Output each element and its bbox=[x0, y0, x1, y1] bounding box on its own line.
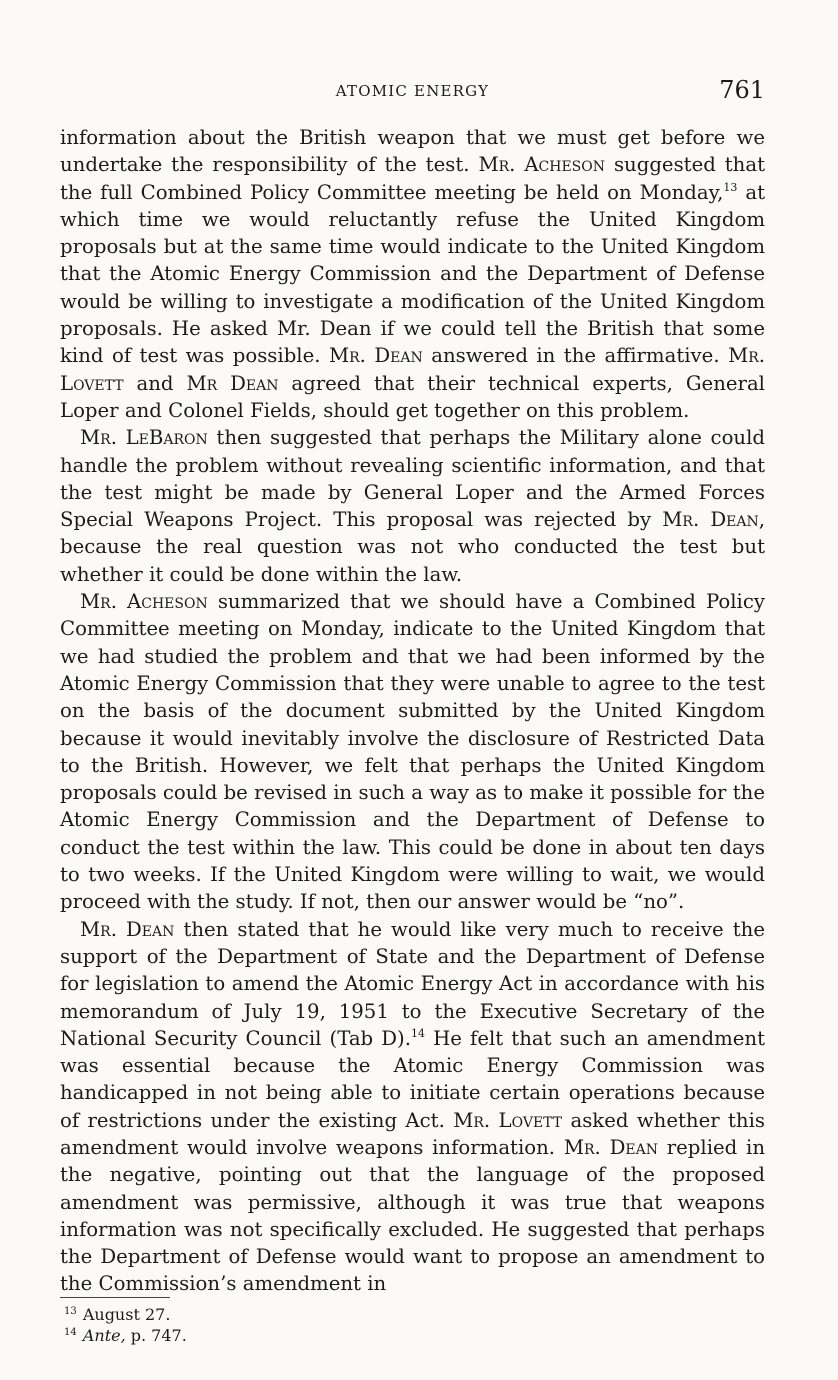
speaker-name: Mr. Dean, bbox=[662, 508, 765, 532]
running-head: ATOMIC ENERGY bbox=[335, 82, 490, 100]
speaker-name: Mr. Lovett bbox=[60, 344, 766, 395]
paragraph-text: summarized that we should have a Combined Policy Committee meeting on Monday, indicate to the United Kingdom that we had studied the problem and that we had been informed by the Atomic Energy Commission that they were unable to agree to the test on the basis of the document submitted by the United Kingdom because it would inevitably involve the disclosure of Restricted Data to the British. However, we felt that perhaps the United Kingdom proposals could be revised in such a way as to make it possible for the Atomic Energy Commission and the Department of Defense to conduct the test within the law. This could be done in about ten days to two weeks. If the United Kingdom were willing to wait, we would proceed with the study. If not, then our answer would be “no”. bbox=[60, 590, 765, 914]
footnote-citation: Ante, bbox=[82, 1326, 126, 1345]
speaker-name: Mr. LeBaron bbox=[80, 426, 208, 450]
speaker-name: Mr. Dean bbox=[80, 917, 175, 941]
footnote-number: 14 bbox=[64, 1327, 77, 1338]
paragraph-text: answered in the affirmative. bbox=[431, 344, 720, 368]
paragraph-text: because the real question was not who conducted the test but whether it could be done within the law. bbox=[60, 535, 765, 586]
footnote-number: 13 bbox=[64, 1306, 77, 1317]
footnote-divider bbox=[60, 1297, 170, 1298]
paragraph-text: suggested that the full Combined Policy Committee meeting be held on Monday, bbox=[60, 153, 766, 204]
paragraph-text: at which time we would reluctantly refuse the United Kingdom proposals but at the same time would indicate to the United Kingdom that the Atomic Energy Commission and the Department of Defense would be willing to investigate a modification of the United Kingdom proposals. He asked Mr. Dean if we could tell the British that some kind of test was possible. bbox=[60, 180, 765, 368]
footnote-14 bbox=[64, 1325, 187, 1346]
paragraph-text: and bbox=[136, 371, 174, 395]
speaker-name: Mr. Lovett bbox=[453, 1108, 563, 1132]
paragraph-1 bbox=[60, 124, 765, 424]
speaker-name: Mr Dean bbox=[186, 371, 279, 395]
paragraph-3 bbox=[60, 588, 765, 916]
footnote-text: p. 747. bbox=[130, 1326, 187, 1345]
paragraph-text: asked whether this amendment would involve weapons information. bbox=[60, 1108, 765, 1159]
footnotes bbox=[64, 1304, 187, 1346]
paragraph-text: agreed that their technical experts, General Loper and Colonel Fields, should get together on this problem. bbox=[60, 371, 765, 422]
speaker-name: Mr. Acheson bbox=[478, 153, 606, 177]
paragraph-2 bbox=[60, 424, 765, 588]
paragraph-4 bbox=[60, 916, 765, 1298]
paragraph-text: replied in the negative, pointing out that the language of the proposed amendment was permissive, although it was true that weapons information was not specifically excluded. He suggested that perhaps the Department of Defense would want to propose an amendment to the Commission’s amendment in bbox=[60, 1135, 765, 1296]
footnote-13 bbox=[64, 1304, 187, 1325]
speaker-name: Mr. Dean bbox=[328, 344, 423, 368]
footnote-text: August 27. bbox=[82, 1305, 171, 1324]
speaker-name: Mr. Dean bbox=[563, 1135, 658, 1159]
speaker-name: Mr. Acheson bbox=[80, 590, 208, 614]
paragraph-text: He felt that such an amendment was essential because the Atomic Energy Commission was handicapped in not being able to initiate certain operations because of restrictions under the existing Act. bbox=[60, 1026, 765, 1132]
paragraph-text: information about the British weapon that we must get before we undertake the responsibility of the test. bbox=[60, 126, 765, 177]
body-text bbox=[60, 124, 765, 1298]
footnote-reference: 14 bbox=[411, 1026, 425, 1040]
page-header bbox=[60, 76, 765, 110]
page-number: 761 bbox=[719, 76, 765, 104]
paragraph-text: then stated that he would like very much to receive the support of the Department of State and the Department of Defense for legislation to amend the Atomic Energy Act in accordance with his memorandum of July 19, 1951 to the Executive Secretary of the National Security Council (Tab D). bbox=[60, 917, 765, 1050]
paragraph-text: then suggested that perhaps the Military alone could handle the problem without revealing scientific information, and that the test might be made by General Loper and the Armed Forces Special Weapons Project. This proposal was rejected by bbox=[60, 426, 766, 532]
footnote-reference: 13 bbox=[723, 180, 738, 194]
